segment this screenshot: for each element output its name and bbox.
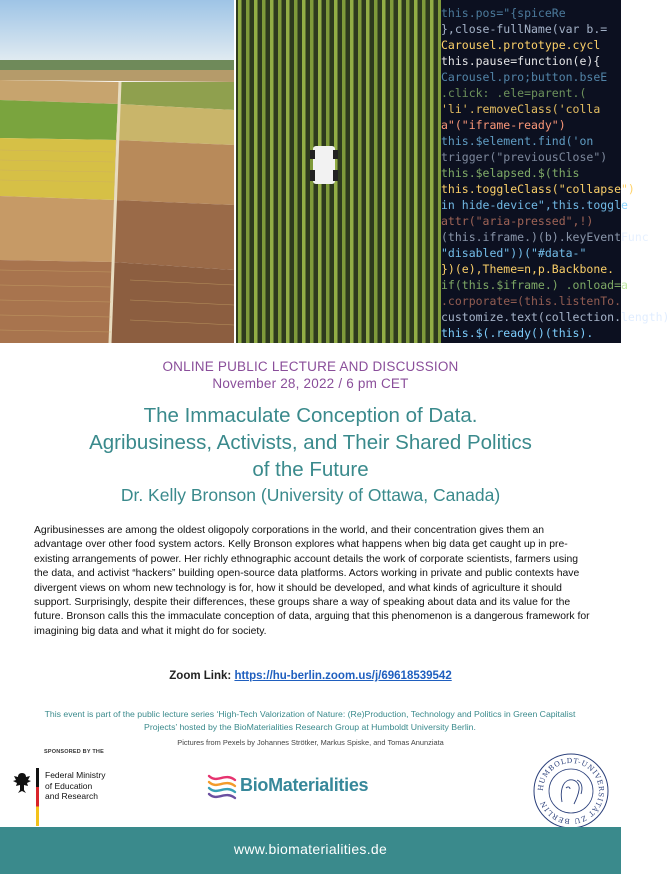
crop-row [374,0,378,343]
event-abstract: Agribusinesses are among the oldest oligopoly corporations in the world, and their concentration gives them an advantage over other food system actors. Kelly Bronson explores what happens when big data get caught up in pre-existing arrangements of power. Her richly ethnographic account details the work of corporate scientists, farmers using the data, and activist “hackers” building open-source data platforms. Actors working in private and public contexts have divergent views on whom new technology is for, how it should be developed, and what kinds of agriculture it should support. Surprisingly, despite their differences, these groups share a way of speaking about data and its value for the future. Bronson calls this the immaculate conception of data, arguing that this phenomenon is a dangerous framework for imagining big data and what it might do for society. [34,525,590,637]
event-title-line-2: Agribusiness, Activists, and Their Shared Politics [89,431,532,454]
crop-row [246,0,250,343]
crop-row [262,0,266,343]
biomaterialities-wordmark: BioMaterialities [240,775,369,795]
zoom-label: Zoom Link: [169,670,232,682]
crop-row [238,0,242,343]
code-line: in hide-device",this.toggle [441,198,628,212]
crop-row [382,0,386,343]
code-line: this.$element.find('on [441,134,594,148]
crop-row [406,0,410,343]
university-seal-icon [532,752,610,830]
crop-row [398,0,402,343]
code-line: 'li'.removeClass('colla [441,102,601,116]
farmland-illustration [0,0,234,343]
zoom-link[interactable]: https://hu-berlin.zoom.us/j/69618539542 [234,670,452,682]
ministry-line-3: and Research [45,791,98,802]
crop-row [430,0,434,343]
crop-row [254,0,258,343]
code-line: "disabled"))("#data-" [441,246,587,260]
ministry-logo [12,768,132,826]
farmland-aerial-photo [0,0,234,343]
code-line: Carousel.pro;button.bseE [441,70,608,84]
crop-row [358,0,362,343]
event-date: November 28, 2022 / 6 pm CET [212,376,409,391]
ministry-line-2: of Education [45,780,93,791]
crop-row [342,0,346,343]
code-line: .click: .ele=parent.( [441,86,587,100]
event-title-line-3: of the Future [252,458,369,481]
code-line: this.$(.ready()(this). [441,326,594,340]
event-title [0,402,621,483]
tractor-icon [313,146,335,184]
crop-row [414,0,418,343]
code-line: attr("aria-pressed",!) [441,214,594,228]
biomaterialities-mark-icon [205,770,239,802]
footer-bar [0,827,621,874]
event-title-line-1: The Immaculate Conception of Data. [143,404,478,427]
crop-row [422,0,426,343]
crop-row [294,0,298,343]
footer-website-link[interactable]: www.biomaterialities.de [233,841,388,857]
ministry-name [45,770,105,802]
flag-bar [36,768,39,826]
crop-row [302,0,306,343]
code-line: this.toggleClass("collapse") [441,182,635,196]
code-line: this.pause=function(e){ [441,54,601,68]
code-line: .corporate=(this.listenTo. [441,294,622,308]
code-line: })(e),Theme=n,p.Backbone. [441,262,615,276]
crop-row [278,0,282,343]
sponsored-label: SPONSORED BY THE [44,749,104,755]
photo-credit: Pictures from Pexels by Johannes Strötker, Markus Spiske, and Tomas Anunziata [177,738,444,747]
crop-row [390,0,394,343]
event-kind: ONLINE PUBLIC LECTURE AND DISCUSSION [162,359,459,374]
hero-image-strip [0,0,669,343]
code-line: if(this.$iframe.) .onload=a [441,278,628,292]
code-screen-photo [441,0,669,343]
crop-row [350,0,354,343]
crop-row [286,0,290,343]
code-line: customize.text(collection.length) [441,310,669,324]
code-line: (this.iframe.)(b).keyEventFunc [441,230,649,244]
code-line: },close-fullName(var b.= [441,22,608,36]
code-line: a"("iframe-ready") [441,118,566,132]
tractor-field-aerial-photo [236,0,439,343]
code-line: this.pos="{spiceRe [441,6,566,20]
crop-row [366,0,370,343]
speaker-name: Dr. Kelly Bronson (University of Ottawa, Canada) [120,485,501,505]
ministry-line-1: Federal Ministry [45,770,106,780]
svg-text:HUMBOLDT-UNIVERSITÄT ZU BERLIN: HUMBOLDT-UNIVERSITÄT ZU BERLIN [536,756,606,826]
code-line: trigger("previousClose") [441,150,608,164]
humboldt-university-seal [532,752,610,830]
biomaterialities-logo [205,770,405,802]
code-line: Carousel.prototype.cycl [441,38,601,52]
crop-rows-illustration [236,0,439,343]
crop-row [270,0,274,343]
zoom-link-row [0,670,621,682]
series-note: This event is part of the public lecture series ‘High-Tech Valorization of Nature: (Re)Production, Technology and Politics in Green Capitalist Projects’ hosted by the BioMaterialities Research Group at Humboldt University Berlin. [44,709,576,732]
federal-eagle-icon [12,772,32,794]
code-line: this.$elapsed.$(this [441,166,580,180]
